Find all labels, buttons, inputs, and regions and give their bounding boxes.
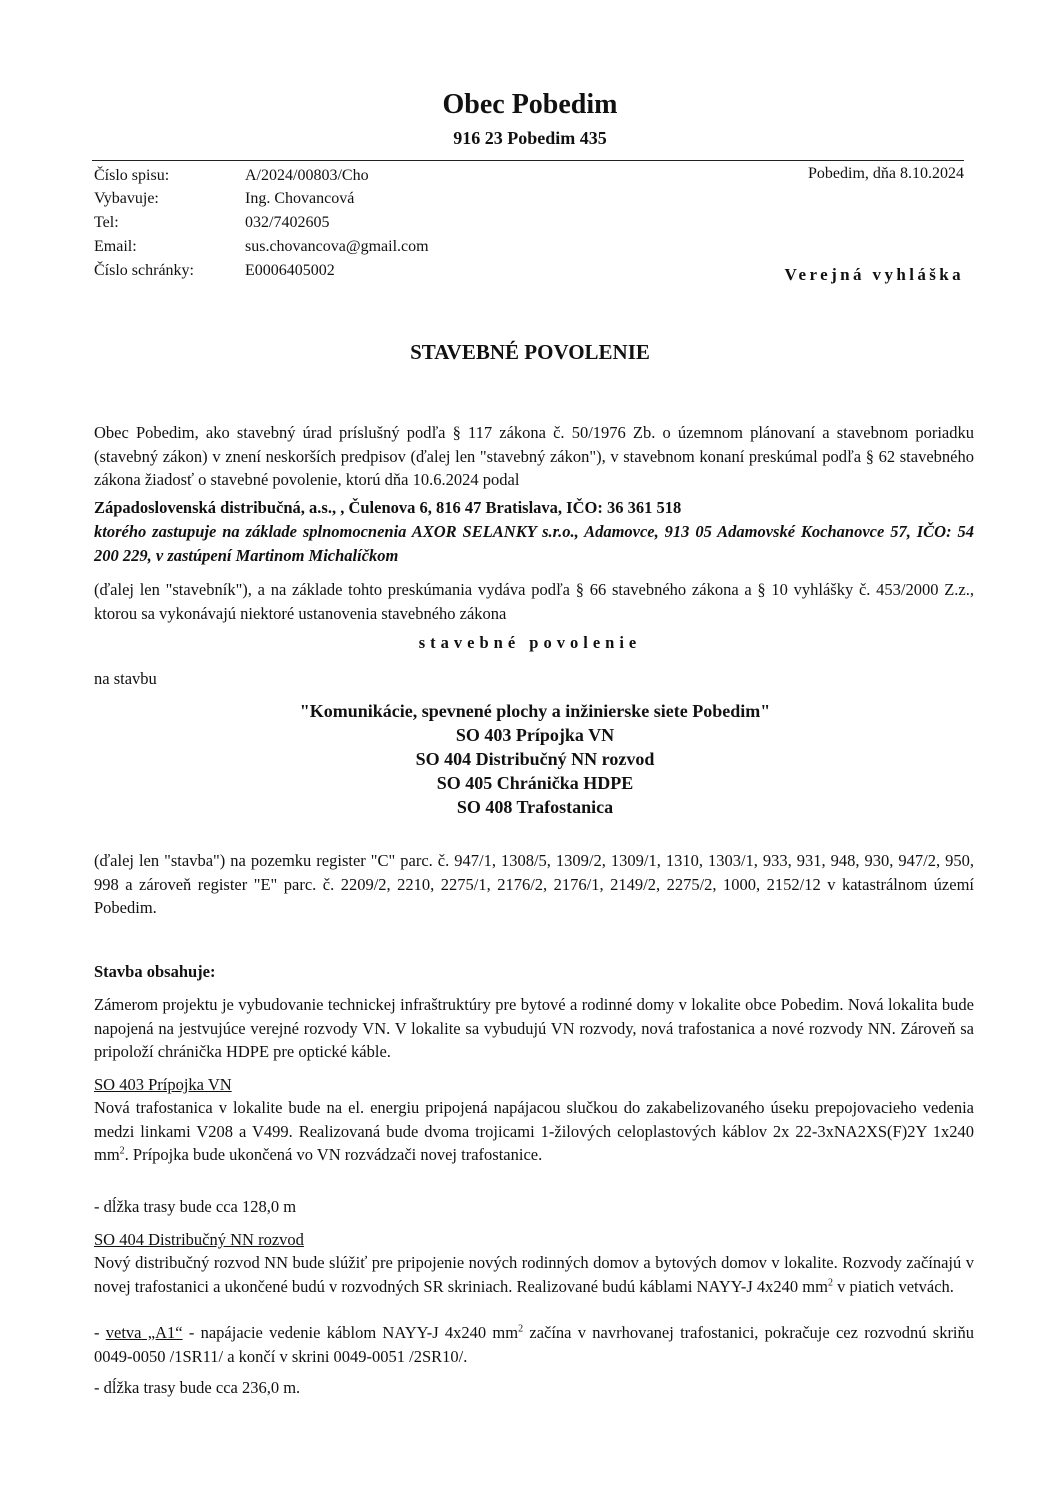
branch-text-part: začína v navrhovanej trafostanici, pokračuje cez rozvodnú skriňu 0049-0050 /1SR11/ a končí v skrini 0049-0051 /2SR10/. xyxy=(94,1323,975,1366)
date-line: Pobedim, dňa 8.10.2024 xyxy=(808,165,964,182)
so403-text xyxy=(94,1096,974,1167)
municipality-title: Obec Pobedim xyxy=(442,89,618,120)
meta-label: Číslo schránky: xyxy=(94,262,194,279)
project-name: "Komunikácie, spevnené plochy a inžinierske siete Pobedim" xyxy=(299,701,771,721)
meta-value: Ing. Chovancová xyxy=(245,190,355,207)
meta-label: Email: xyxy=(94,238,137,255)
header-divider xyxy=(92,160,964,161)
meta-value: 032/7402605 xyxy=(245,214,330,231)
meta-row-email xyxy=(94,236,429,258)
public-notice: Verejná vyhláška xyxy=(784,265,964,284)
so404-text-part: Nový distribučný rozvod NN bude slúžiť pre pripojenie nových rodinných domov a bytových domov v lokalite. Rozvody začínajú v novej trafostanici a ukončené budú v rozvodných SR skriniach. Realizované budú káblami NAYY-J 4x240 mm xyxy=(94,1253,974,1296)
meta-value: sus.chovancova@gmail.com xyxy=(245,238,429,255)
meta-value: A/2024/00803/Cho xyxy=(245,167,369,184)
superscript: 2 xyxy=(518,1323,524,1335)
meta-label: Tel: xyxy=(94,214,119,231)
superscript: 2 xyxy=(827,1277,833,1288)
project-block xyxy=(0,699,1060,819)
so403-title: SO 403 Prípojka VN xyxy=(94,1075,232,1094)
project-object: SO 404 Distribučný NN rozvod xyxy=(415,749,655,769)
superscript: 2 xyxy=(119,1145,125,1157)
meta-row-mailbox xyxy=(94,260,335,282)
municipality-address: 916 23 Pobedim 435 xyxy=(453,128,607,148)
project-object: SO 408 Trafostanica xyxy=(456,797,614,817)
so403-length: - dĺžka trasy bude cca 128,0 m xyxy=(94,1197,297,1216)
main-heading: STAVEBNÉ POVOLENIE xyxy=(410,340,650,364)
meta-row-file-number xyxy=(94,165,369,187)
so403-text-part: . Prípojka bude ukončená vo VN rozvádzači novej trafostanice. xyxy=(124,1145,543,1164)
decision-spaced-heading: stavebné povolenie xyxy=(418,633,642,652)
meta-label: Číslo spisu: xyxy=(94,167,170,184)
on-build-label: na stavbu xyxy=(94,669,157,688)
meta-row-phone xyxy=(94,212,329,234)
project-object: SO 405 Chránička HDPE xyxy=(436,773,634,793)
branch-prefix: - xyxy=(94,1323,106,1342)
applicant-name: Západoslovenská distribučná, a.s., , Čulenova 6, 816 47 Bratislava, IČO: 36 361 518 xyxy=(94,498,682,517)
branch-a1-length: - dĺžka trasy bude cca 236,0 m. xyxy=(94,1378,301,1397)
so404-text-part: v piatich vetvách. xyxy=(832,1276,954,1296)
project-object: SO 403 Prípojka VN xyxy=(455,725,615,745)
parcels-paragraph: (ďalej len "stavba") na pozemku register "C" parc. č. 947/1, 1308/5, 1309/2, 1309/1, 1310, 1303/1, 933, 931, 948, 930, 947/2, 950, 998 a zároveň register "E" parc. č. 2209/2, 2210, 2275/1, 2176/2, 2176/1, 2149/2, 2275/2, 1000, 2152/12 v katastrálnom území Pobedim. xyxy=(94,851,974,917)
so403-text-part: Nová trafostanica v lokalite bude na el. energiu pripojená napájacou slučkou do zakabelizovaného úseku prepojovacieho vedenia medzi linkami V208 a V499. Realizovaná bude dvoma trojicami 1-žilových celoplastových káblov 2x 22-3xNA2XS(F)2Y 1x240 mm xyxy=(94,1098,974,1164)
so404-title: SO 404 Distribučný NN rozvod xyxy=(94,1230,304,1249)
branch-text-part: - napájacie vedenie káblom NAYY-J 4x240 mm xyxy=(182,1323,519,1342)
applicant-representation: ktorého zastupuje na základe splnomocnenia AXOR SELANKY s.r.o., Adamovce, 913 05 Adamovské Kochanovce 57, IČO: 54 200 229, v zastúpení Martinom Michalíčkom xyxy=(94,522,974,565)
contents-intro: Zámerom projektu je vybudovanie technickej infraštruktúry pre bytové a rodinné domy v lokalite obce Pobedim. Nová lokalita bude napojená na jestvujúce verejné rozvody VN. V lokalite sa vybudujú VN rozvody, nová trafostanica a nové rozvody NN. Zároveň sa pripoloží chránička HDPE pre optické káble. xyxy=(94,995,974,1061)
branch-a1-text xyxy=(94,1321,974,1368)
meta-row-handled-by xyxy=(94,188,354,210)
branch-label: vetva „A1“ xyxy=(105,1323,183,1342)
contents-heading: Stavba obsahuje: xyxy=(94,962,216,981)
meta-label: Vybavuje: xyxy=(94,190,159,207)
decision-paragraph: (ďalej len "stavebník"), a na základe tohto preskúmania vydáva podľa § 66 stavebného zákona a § 10 vyhlášky č. 453/2000 Z.z., ktorou sa vykonávajú niektoré ustanovenia stavebného zákona xyxy=(94,580,974,623)
intro-paragraph: Obec Pobedim, ako stavebný úrad príslušný podľa § 117 zákona č. 50/1976 Zb. o územnom plánovaní a stavebnom poriadku (stavebný zákon) v znení neskorších predpisov (ďalej len "stavebný zákon"), v stavebnom konaní preskúmal podľa § 62 stavebného zákona žiadosť o stavebné povolenie, ktorú dňa 10.6.2024 podal xyxy=(94,423,974,489)
meta-value: E0006405002 xyxy=(245,262,335,279)
so404-text xyxy=(94,1251,974,1298)
